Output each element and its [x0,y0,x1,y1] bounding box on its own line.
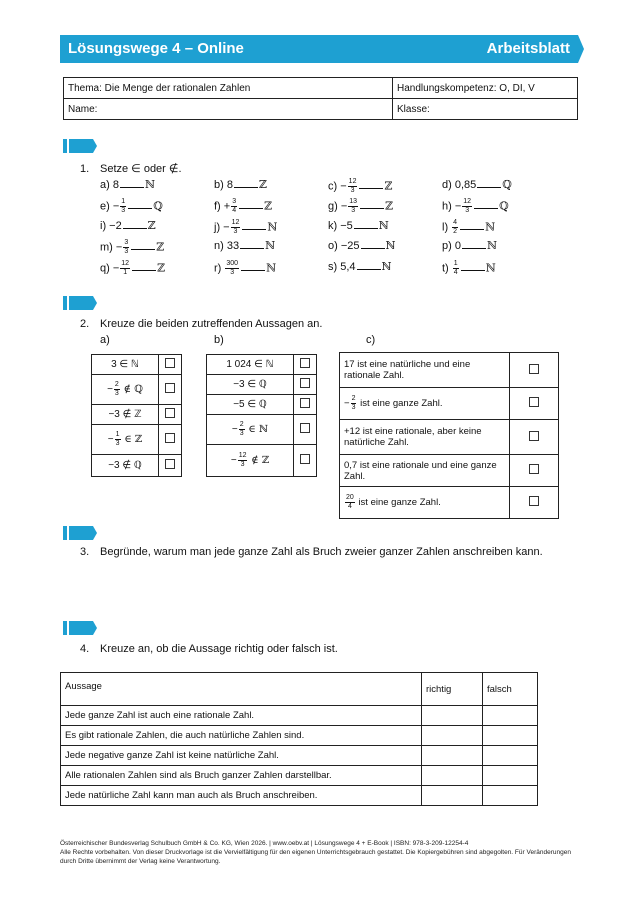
sign: − [454,200,462,213]
checkbox-table-a [91,354,182,477]
checkbox-cell[interactable] [294,355,317,375]
statement-text: Alle rationalen Zahlen sind als Bruch ganzer Zahlen darstellbar. [61,766,422,786]
exercise-instruction: Setze ∈ oder ∉. [100,163,182,175]
exercise-1-item [328,260,392,273]
fraction [348,198,358,215]
fraction [462,198,472,215]
checkbox-cell[interactable] [294,395,317,415]
item-label: j) [214,221,221,234]
exercise-marker-icon [63,621,97,635]
fraction-denominator: 3 [124,248,129,255]
exercise-1-item [328,219,389,232]
item-label: b) [214,179,224,191]
wrong-cell[interactable] [483,746,538,766]
footer [60,839,580,866]
sign: − [223,221,230,234]
statement-text: ist eine ganze Zahl. [358,497,441,509]
fraction [345,494,355,511]
statement-text: 0,7 ist eine rationale und eine ganze Zahl. [344,459,497,482]
fraction-numerator: 12 [121,260,130,267]
sign: − [340,180,347,193]
fraction [120,198,126,215]
exercise-1-item [100,219,156,232]
fraction [231,198,237,215]
answer-blank[interactable] [474,200,498,209]
column-header-correct: richtig [422,673,483,706]
exercise-4-title [80,643,338,655]
table-row [61,746,538,766]
sign: − [115,241,123,254]
set-symbol: ℕ [144,178,156,191]
item-label: a) [100,179,110,191]
statement-cell [207,415,294,445]
item-label: p) [442,240,452,252]
set-symbol: ℕ [378,219,389,232]
statement-cell [340,420,510,455]
statement-table [60,672,538,806]
exercise-1-item [328,198,393,215]
set-symbol: ℤ [147,219,156,232]
banner-title: Lösungswege 4 – Online [68,40,244,57]
set-symbol: ℕ [486,239,498,252]
fraction-denominator: 3 [230,269,235,276]
fraction [351,395,357,412]
fraction-denominator: 3 [114,390,119,397]
table-row [207,415,317,445]
correct-cell[interactable] [422,706,483,726]
part-b-label: b) [214,334,224,346]
checkbox-cell[interactable] [510,353,559,388]
answer-blank[interactable] [477,179,501,188]
checkbox[interactable] [529,496,539,506]
exercise-1-title [80,162,182,175]
exercise-marker-icon [63,296,97,310]
item-label: m) [100,241,113,254]
footer-rights: Alle Rechte vorbehalten. Von dieser Druckvorlage ist die Vervielfältigung für den eigenen Unterrichtsgebrauch gestattet. Die Kopiergebühren sind abgegolten. Für Veränderungen durch Dritte übernimmt der Verlag keine Verantwortung. [60,849,571,865]
competence-cell: Handlungskompetenz: O, DI, V [393,78,578,99]
set-symbol: ℤ [156,240,165,254]
table-row [61,766,538,786]
exercise-number: 3. [80,546,90,558]
exercise-1-item [442,239,497,252]
sign: − [112,262,120,275]
number-value: −3 ∉ ℚ [108,460,142,471]
checkbox[interactable] [165,459,175,469]
fraction [453,260,459,277]
item-label: l) [442,221,449,234]
exercise-1-item [214,260,276,277]
set-symbol: ℤ [258,178,267,191]
wrong-cell[interactable] [483,706,538,726]
fraction-denominator: 3 [233,228,238,235]
statement-text: Jede negative ganze Zahl ist keine natürliche Zahl. [61,746,422,766]
fraction [123,239,129,256]
item-label: t) [442,262,449,275]
item-label: s) [328,261,338,273]
item-label: e) [100,200,110,213]
fraction [114,381,120,398]
fraction-denominator: 3 [351,404,356,411]
fraction-numerator: 300 [226,260,239,267]
checkbox[interactable] [300,454,310,464]
footer-copyright: Österreichischer Bundesverlag Schulbuch GmbH & Co. KG, Wien 2026. | www.oebv.at | Lösungswege 4 + E-Book | ISBN: 978-3-209-12254-4 [60,840,469,847]
exercise-1-item [100,260,165,277]
topic-cell: Thema: Die Menge der rationalen Zahlen [64,78,393,99]
exercise-1-item [100,178,155,191]
fraction-numerator: 20 [346,494,354,501]
number-value: −3 ∉ ℤ [108,409,142,420]
number-value: 1 024 ∈ ℕ [226,359,274,370]
table-row [61,706,538,726]
number-value: 0,85 [454,179,477,191]
sign: − [344,398,350,410]
fraction-numerator: 1 [121,198,126,205]
checkbox-cell[interactable] [294,415,317,445]
fraction-numerator: 1 [115,431,120,438]
exercise-1-item [214,219,277,236]
statement-cell [92,425,159,455]
table-row [340,455,559,487]
checkbox-cell[interactable] [159,405,182,425]
item-label: g) [328,200,338,213]
exercise-instruction: Kreuze an, ob die Aussage richtig oder falsch ist. [100,643,338,655]
table-row [340,388,559,420]
answer-blank[interactable] [462,240,486,249]
fraction-denominator: 3 [239,430,244,437]
item-label: n) [214,240,224,252]
wrong-cell[interactable] [483,766,538,786]
number-value: −5 [340,220,353,232]
fraction-numerator: 3 [124,239,129,246]
fraction [120,260,130,277]
item-label: d) [442,179,452,191]
part-a-label: a) [100,334,110,346]
set-symbol: ℤ [385,199,394,213]
exercise-1-item [100,198,163,215]
fraction-numerator: 2 [351,395,356,402]
answer-blank[interactable] [131,241,155,250]
table-row [340,487,559,519]
checkbox[interactable] [165,358,175,368]
exercise-1-item [214,178,267,191]
fraction-numerator: 4 [453,219,458,226]
number-value: 5,4 [340,261,356,273]
table-row [92,425,182,455]
sign: − [230,455,237,467]
checkbox-cell[interactable] [159,455,182,477]
checkbox[interactable] [529,431,539,441]
banner-right-label: Arbeitsblatt [486,40,570,57]
statement-cell [92,405,159,425]
checkbox[interactable] [300,358,310,368]
checkbox-cell[interactable] [510,487,559,519]
statement-text: ist eine ganze Zahl. [360,398,443,410]
title-banner [60,35,584,63]
exercise-instruction: Begründe, warum man jede ganze Zahl als Bruch zweier ganzer Zahlen anschreiben kann. [100,546,543,558]
sign: + [223,200,231,213]
set-symbol: ℕ [385,239,396,252]
statement-cell [207,375,294,395]
fraction [348,178,358,195]
statement-text: Es gibt rationale Zahlen, die auch natürliche Zahlen sind. [61,726,422,746]
checkbox-cell[interactable] [159,375,182,405]
column-header-statement: Aussage [61,673,422,706]
number-value: 8 [112,179,119,191]
statement-cell [92,375,159,405]
fraction-numerator: 12 [231,219,240,226]
number-value: 8 [226,179,233,191]
exercise-number: 2. [80,318,90,330]
table-row [61,726,538,746]
fraction-denominator: 2 [453,228,458,235]
fraction-numerator: 12 [463,198,472,205]
checkbox-cell[interactable] [294,375,317,395]
correct-cell[interactable] [422,786,483,806]
answer-blank[interactable] [240,240,264,249]
fraction-numerator: 12 [238,452,247,459]
checkbox-cell[interactable] [510,455,559,487]
fraction-numerator: 13 [349,198,358,205]
table-row [61,786,538,806]
checkbox[interactable] [529,364,539,374]
fraction [238,452,248,469]
column-header-wrong: falsch [483,673,538,706]
item-label: r) [214,262,222,275]
exercise-1-item [442,219,495,236]
checkbox-table-b [206,354,317,477]
table-row [207,375,317,395]
item-label: q) [100,262,110,275]
table-row [92,405,182,425]
set-symbol: ℕ [485,261,496,275]
number-value: −3 ∈ ℚ [233,379,267,390]
item-label: i) [100,220,107,232]
answer-blank[interactable] [234,179,258,188]
exercise-marker-icon [63,139,97,153]
checkbox[interactable] [529,464,539,474]
answer-blank[interactable] [242,221,266,230]
statement-text: +12 ist eine rationale, aber keine natürliche Zahl. [344,426,482,448]
set-symbol: ℚ [502,178,512,191]
statement-cell [92,455,159,477]
statement-cell [340,455,510,487]
set-relation: ∈ ℤ [124,434,143,446]
set-symbol: ℚ [153,199,163,213]
checkbox[interactable] [165,383,175,393]
fraction [225,260,239,277]
answer-blank[interactable] [123,220,147,229]
wrong-cell[interactable] [483,786,538,806]
checkbox[interactable] [165,408,175,418]
statement-cell [340,487,510,519]
number-value: 0 [454,240,461,252]
checkbox-cell[interactable] [510,420,559,455]
table-row [207,355,317,375]
fraction-numerator: 2 [239,421,244,428]
number-value: −2 [109,220,122,232]
exercise-1-item [214,239,275,252]
correct-cell[interactable] [422,726,483,746]
number-value: 33 [226,240,240,252]
set-symbol: ℕ [265,239,276,252]
fraction-numerator: 2 [114,381,119,388]
statement-cell [207,395,294,415]
set-symbol: ℕ [267,220,278,234]
exercise-number: 1. [80,163,90,175]
number-value: −25 [340,240,360,252]
fraction-denominator: 3 [115,440,120,447]
checkbox[interactable] [300,378,310,388]
fraction-numerator: 3 [232,198,237,205]
fraction-numerator: 12 [348,178,357,185]
checkbox[interactable] [529,397,539,407]
set-symbol: ℚ [499,199,509,213]
checkbox-cell[interactable] [159,355,182,375]
exercise-1-item [328,178,393,195]
fraction-numerator: 1 [453,260,458,267]
answer-blank[interactable] [359,180,383,189]
fraction-denominator: 4 [232,207,237,214]
fraction-denominator: 3 [121,207,126,214]
exercise-1-item [442,178,512,191]
table-row [340,420,559,455]
table-row [340,353,559,388]
statement-cell [92,355,159,375]
fraction-denominator: 1 [123,269,128,276]
checkbox-cell[interactable] [159,425,182,455]
sign: − [231,424,238,436]
set-relation: ∉ ℚ [123,384,143,396]
table-row [92,375,182,405]
set-symbol: ℤ [264,199,273,213]
statement-cell [340,353,510,388]
set-symbol: ℕ [381,260,392,273]
set-symbol: ℤ [157,261,166,275]
table-row [207,445,317,477]
set-relation: ∉ ℤ [251,455,270,467]
checkbox-cell[interactable] [510,388,559,420]
exercise-marker-icon [63,526,97,540]
wrong-cell[interactable] [483,726,538,746]
statement-text: 17 ist eine natürliche und eine rationale Zahl. [344,359,471,381]
fraction [452,219,458,236]
item-label: o) [328,240,338,252]
statement-text: Jede ganze Zahl ist auch eine rationale Zahl. [61,706,422,726]
set-symbol: ℕ [266,261,277,275]
statement-text: Jede natürliche Zahl kann man auch als Bruch anschreiben. [61,786,422,806]
answer-blank[interactable] [461,262,485,271]
fraction-denominator: 3 [350,187,355,194]
checkbox-cell[interactable] [294,445,317,477]
fraction [231,219,241,236]
table-row [92,355,182,375]
answer-blank[interactable] [360,200,384,209]
sign: − [112,200,120,213]
exercise-1-item [214,198,272,215]
item-label: c) [328,180,338,193]
sign: − [340,200,348,213]
fraction-denominator: 4 [453,269,458,276]
answer-blank[interactable] [128,200,152,209]
statement-cell [340,388,510,420]
table-row [207,395,317,415]
part-c-label: c) [366,334,376,346]
checkbox[interactable] [300,423,310,433]
set-symbol: ℕ [485,220,496,234]
set-relation: ∈ ℕ [248,424,269,436]
set-symbol: ℤ [384,179,393,193]
exercise-instruction: Kreuze die beiden zutreffenden Aussagen an. [100,318,323,330]
checkbox[interactable] [165,433,175,443]
number-value: −5 ∈ ℚ [233,399,267,410]
class-field[interactable]: Klasse: [393,99,578,120]
exercise-number: 4. [80,643,90,655]
answer-blank[interactable] [361,240,385,249]
name-field[interactable]: Name: [64,99,393,120]
answer-blank[interactable] [241,262,265,271]
item-label: h) [442,200,452,213]
checkbox-table-c [339,352,559,519]
item-label: k) [328,220,338,232]
sign: − [107,434,114,446]
item-label: f) [214,200,221,213]
answer-blank[interactable] [239,200,263,209]
header-table [63,77,578,120]
correct-cell[interactable] [422,766,483,786]
exercise-2-title [80,318,322,330]
fraction-denominator: 3 [351,207,356,214]
answer-blank[interactable] [354,220,378,229]
fraction-denominator: 3 [465,207,470,214]
exercise-1-item [442,260,496,277]
table-row [92,455,182,477]
fraction [239,421,245,438]
answer-blank[interactable] [460,221,484,230]
fraction [115,431,121,448]
answer-blank[interactable] [132,262,156,271]
fraction-denominator: 4 [347,503,352,510]
statement-cell [207,445,294,477]
exercise-1-item [442,198,509,215]
exercise-1-item [328,239,396,252]
answer-blank[interactable] [120,179,144,188]
exercise-1-item [100,239,164,256]
exercise-3-title [80,546,543,558]
answer-blank[interactable] [357,261,381,270]
fraction-denominator: 3 [240,461,245,468]
statement-cell [207,355,294,375]
correct-cell[interactable] [422,746,483,766]
checkbox[interactable] [300,398,310,408]
sign: − [107,384,113,396]
number-value: 3 ∈ ℕ [111,359,139,370]
